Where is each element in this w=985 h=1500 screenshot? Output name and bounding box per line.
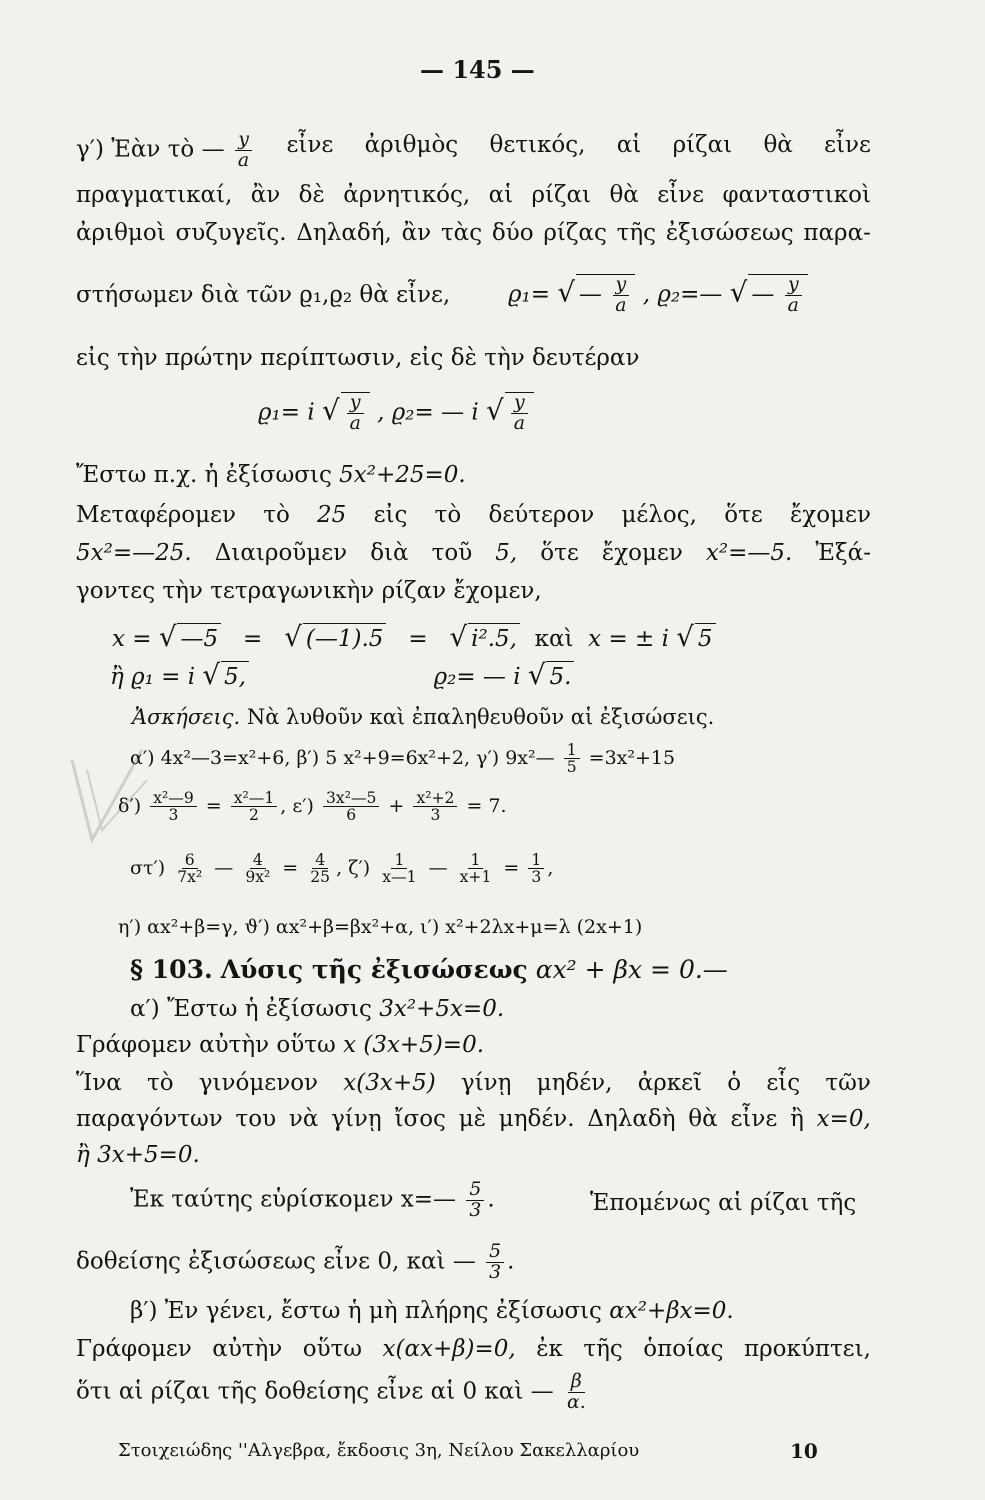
write-line-1: Γράφομεν αὐτὴν οὕτω x (3x+5)=0. bbox=[76, 1032, 485, 1058]
text-line-5: εἰς τὴν πρώτην περίπτωσιν, εἰς δὲ τὴν δευτέραν bbox=[76, 345, 640, 371]
exercise-a-line: α′) 4x²—3=x²+6, β′) 5 x²+9=6x²+2, γ′) 9x²— $\frac{1}{5}$ =3x²+15 bbox=[130, 741, 676, 777]
signature-mark: 10 bbox=[790, 1439, 818, 1463]
text-line-2: πραγματικαί, ἂν δὲ ἀρνητικός, αἱ ρίζαι θὰ εἶνε φανταστικοὶ bbox=[76, 182, 871, 208]
section-103-heading: § 103. Λύσις τῆς ἐξισώσεως αx² + βx = 0.— bbox=[130, 955, 728, 984]
text-line-9: 5x²=—25. Διαιροῦμεν διὰ τοῦ 5, ὅτε ἔχομεν x²=—5. Ἐξά- bbox=[76, 540, 871, 566]
text-line-b2: Γράφομεν αὐτὴν οὕτω x(αx+β)=0, ἐκ τῆς ὁποίας προκύπτει, bbox=[76, 1336, 871, 1362]
fraction-y-over-a: $\frac{y}{a}$ bbox=[235, 130, 252, 171]
root-formula-4: ἢ ϱ₁ = i √ 5, ϱ₂= — i √ 5. bbox=[110, 660, 574, 692]
exercise-d-line: δ′) $\frac{\text{x²—9}}{3}$ = $\frac{\text{x²—1}}{2}$ , ε′) $\frac{\text{3x²—5}}{6}$ + $\frac{\text{x²+2}}{3}$ = 7. bbox=[118, 789, 507, 825]
root-formula-1: ϱ₁= √ — $\frac{y}{a}$ , ϱ₂=— √ — $\frac{y}{a}$ bbox=[508, 274, 808, 316]
case-a-line: α′) Ἔστω ἡ ἐξίσωσις 3x²+5x=0. bbox=[130, 996, 505, 1022]
case-b-line: β′) Ἐν γένει, ἔστω ἡ μὴ πλήρης ἐξίσωσις αx²+βx=0. bbox=[130, 1298, 734, 1324]
text-line-3: ἀριθμοὶ συζυγεῖς. Δηλαδή, ἂν τὰς δύο ρίζας τῆς ἐξισώσεως παρα- bbox=[76, 220, 871, 246]
exercises-header: Ἀσκήσεις. Νὰ λυθοῦν καὶ ἐπαληθευθοῦν αἱ ἐξισώσεις. bbox=[132, 705, 715, 729]
text-line-1: γ′) Ἐὰν τὸ — $\frac{y}{a}$ εἶνε ἀριθμὸς θετικός, αἱ ρίζαι θὰ εἶνε bbox=[76, 128, 871, 171]
text-line-p5: δοθείσης ἐξισώσεως εἶνε 0, καὶ — $\frac{5}{3}$ . bbox=[76, 1240, 515, 1283]
page-number: — 145 — bbox=[420, 55, 535, 84]
root-formula-2: ϱ₁= i √ $\frac{y}{a}$ , ϱ₂= — i √ $\frac{y}{a}$ bbox=[258, 392, 534, 434]
exercise-h-line: η′) αx²+β=γ, ϑ′) αx²+β=βx²+α, ι′) x²+2λx+μ=λ (2x+1) bbox=[118, 916, 643, 938]
root-formula-3: x = √ —5 = √ (—1).5 = √ i².5, καὶ x = ± i √ 5 bbox=[112, 622, 716, 654]
text-line-b3: ὅτι αἱ ρίζαι τῆς δοθείσης εἶνε αἱ 0 καὶ — $\frac{\beta}{\alpha.}$ bbox=[76, 1370, 586, 1413]
text-line-p2: παραγόντων του νὰ γίνῃ ἴσος μὲ μηδέν. Δηλαδὴ θὰ εἶνε ἢ x=0, bbox=[76, 1106, 871, 1132]
text-line-p4: Ἐκ ταύτης εὑρίσκομεν x=— $\frac{5}{3}$ . bbox=[130, 1178, 495, 1221]
text-line-10: γοντες τὴν τετραγωνικὴν ρίζαν ἔχομεν, bbox=[76, 578, 542, 604]
exercise-st-line: στ′) $\frac{6}{\text{7x²}}$ — $\frac{4}{\text{9x²}}$ = $\frac{4}{25}$ , ζ′) $\frac{1}{x—1}$ — $\frac{1}{x+1}$ = $\frac{1}{3}$ , bbox=[130, 851, 554, 887]
text-line-p1: Ἵνα τὸ γινόμενον x(3x+5) γίνῃ μηδέν, ἀρκεῖ ὁ εἷς τῶν bbox=[76, 1070, 871, 1096]
text-line-8: Μεταφέρομεν τὸ 25 εἰς τὸ δεύτερον μέλος, ὅτε ἔχομεν bbox=[76, 502, 871, 528]
footer-citation: Στοιχειώδης ''Αλγεβρα, ἔκδοσις 3η, Νείλου Σακελλαρίου bbox=[118, 1440, 640, 1461]
text-line-p4-right: Ἑπομένως αἱ ρίζαι τῆς bbox=[590, 1190, 857, 1216]
text-line-4: στήσωμεν διὰ τῶν ϱ₁,ϱ₂ θὰ εἶνε, bbox=[76, 282, 451, 308]
text-line-p3: ἢ 3x+5=0. bbox=[76, 1142, 200, 1168]
text-line-7: Ἔστω π.χ. ἡ ἐξίσωσις 5x²+25=0. bbox=[76, 462, 466, 488]
